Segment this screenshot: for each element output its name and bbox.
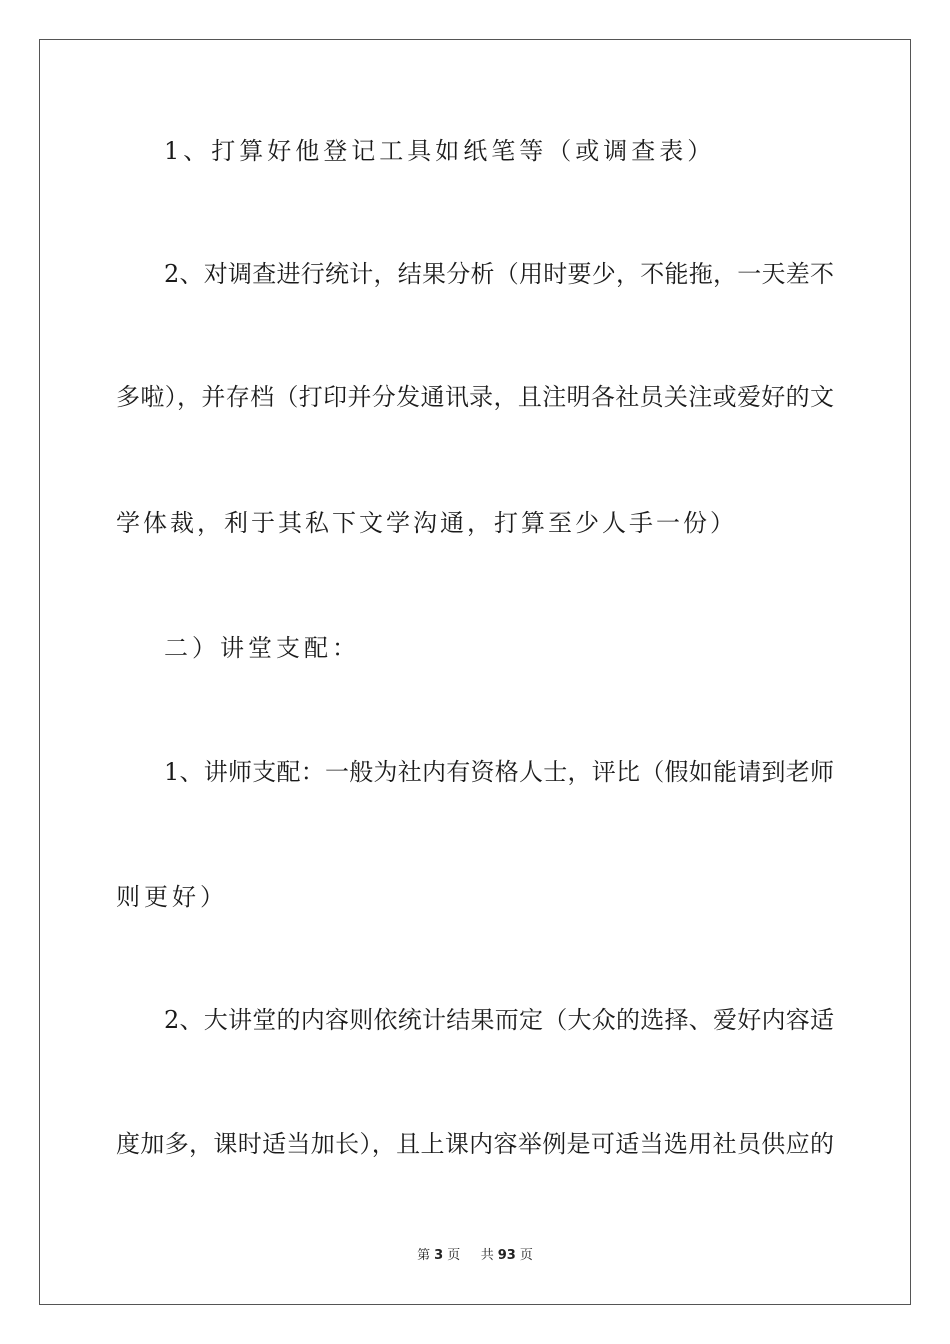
- text-line-2: 2、对调查进行统计，结果分析（用时要少，不能拖，一天差不: [164, 260, 834, 288]
- text-line-7: 则更好）: [116, 883, 228, 911]
- text-line-3: 多啦），并存档（打印并分发通讯录，且注明各社员关注或爱好的文: [116, 383, 834, 411]
- text-line-1: 1、打算好他登记工具如纸笔等（或调查表）: [164, 137, 716, 165]
- text-line-4: 学体裁，利于其私下文学沟通，打算至少人手一份）: [116, 509, 737, 537]
- total-pages: 93: [497, 1248, 516, 1263]
- section-heading: 二）讲堂支配：: [164, 634, 360, 662]
- text-line-6: 1、讲师支配：一般为社内有资格人士，评比（假如能请到老师: [164, 758, 834, 786]
- text-line-8: 2、大讲堂的内容则依统计结果而定（大众的选择、爱好内容适: [164, 1006, 834, 1034]
- page-number: 3: [434, 1248, 444, 1263]
- page-footer: [0, 1247, 950, 1265]
- page-prefix: 第: [417, 1248, 431, 1263]
- text-line-9: 度加多，课时适当加长），且上课内容举例是可适当选用社员供应的: [116, 1130, 834, 1158]
- page-border: [39, 39, 911, 1305]
- total-suffix: 页: [519, 1248, 533, 1263]
- page-suffix: 页: [447, 1248, 461, 1263]
- total-prefix: 共: [480, 1248, 494, 1263]
